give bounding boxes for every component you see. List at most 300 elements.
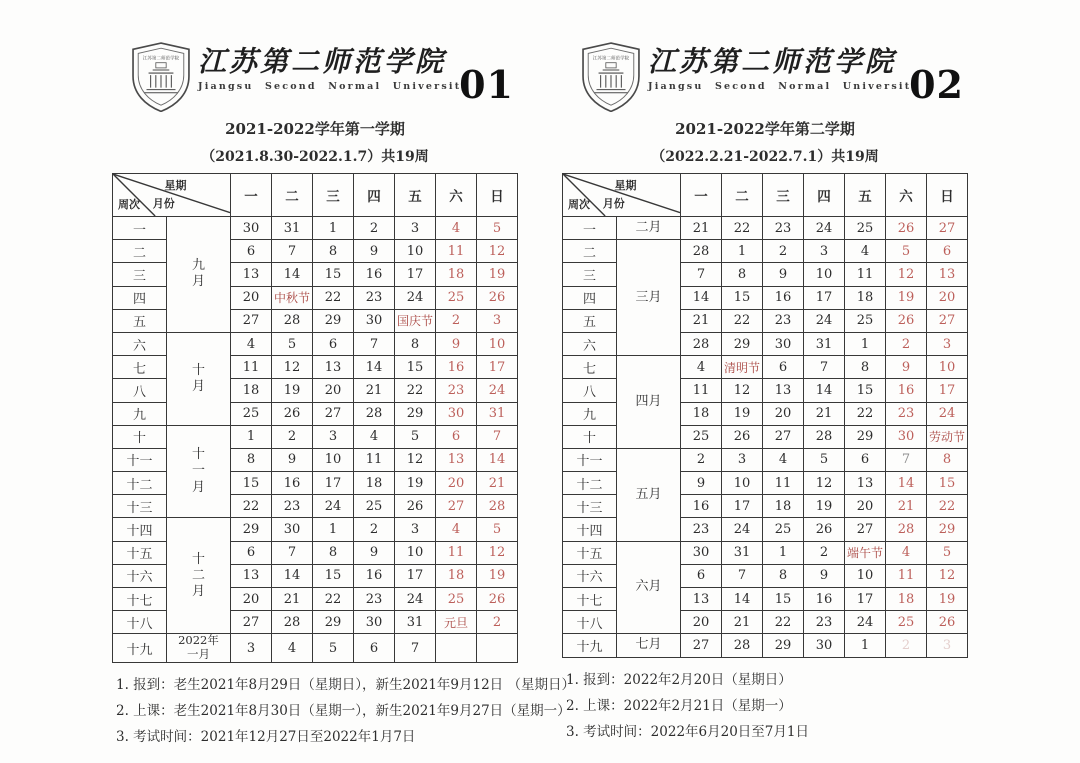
- day-cell: [477, 634, 518, 663]
- day-cell: 1: [763, 541, 804, 564]
- week-number-cell: 七: [113, 356, 167, 379]
- semester-title: 2021-2022学年第二学期: [675, 120, 855, 138]
- day-cell: [436, 634, 477, 663]
- month-cell: 七月: [617, 634, 681, 657]
- day-cell: 29: [395, 402, 436, 425]
- day-cell: 16: [681, 495, 722, 518]
- day-cell: 18: [436, 263, 477, 286]
- footnotes: [562, 667, 968, 745]
- day-cell: 29: [313, 611, 354, 634]
- day-cell: 22: [313, 286, 354, 309]
- day-cell: 26: [804, 518, 845, 541]
- week-row: [563, 217, 968, 240]
- day-cell: 8: [722, 263, 763, 286]
- day-cell: 3: [231, 634, 272, 663]
- corner-header-cell: [113, 174, 231, 217]
- day-cell: 3: [477, 309, 518, 332]
- day-cell: 6: [354, 634, 395, 663]
- day-cell: 8: [763, 564, 804, 587]
- weekday-axis-label: 星期: [614, 179, 637, 192]
- day-cell: 29: [722, 332, 763, 355]
- university-name-block: [648, 44, 920, 93]
- week-row: [563, 356, 968, 379]
- day-cell: 21: [477, 472, 518, 495]
- day-cell: 1: [313, 217, 354, 240]
- week-number-cell: 六: [563, 332, 617, 355]
- day-header: 六: [886, 174, 927, 217]
- day-cell: 11: [763, 472, 804, 495]
- day-cell: 14: [886, 472, 927, 495]
- calendar-page-2: [562, 40, 968, 750]
- week-number-cell: 十三: [113, 495, 167, 518]
- day-cell: 17: [395, 564, 436, 587]
- university-logo-icon: [582, 42, 640, 112]
- day-cell: 31: [272, 217, 313, 240]
- day-cell: 21: [681, 217, 722, 240]
- day-cell: 22: [927, 495, 968, 518]
- day-cell: 27: [231, 611, 272, 634]
- week-number-cell: 十六: [563, 564, 617, 587]
- day-cell: 3: [395, 518, 436, 541]
- day-cell: 5: [313, 634, 354, 663]
- corner-header-cell: [563, 174, 681, 217]
- day-cell: 21: [681, 309, 722, 332]
- day-cell: 20: [436, 472, 477, 495]
- day-cell: 13: [231, 564, 272, 587]
- day-cell: 6: [927, 240, 968, 263]
- day-cell: 17: [722, 495, 763, 518]
- month-cell: 九 月: [167, 217, 231, 333]
- day-cell: 12: [722, 379, 763, 402]
- day-cell: 7: [272, 541, 313, 564]
- day-cell: 24: [804, 309, 845, 332]
- day-header: 三: [313, 174, 354, 217]
- day-cell: 14: [681, 286, 722, 309]
- week-number-cell: 十八: [563, 611, 617, 634]
- week-row: [563, 634, 968, 657]
- day-cell: 25: [845, 217, 886, 240]
- day-cell: 24: [395, 286, 436, 309]
- day-cell: 10: [395, 240, 436, 263]
- second-semester-calendar-table: [562, 173, 968, 658]
- day-cell: 30: [436, 402, 477, 425]
- university-name-en: Jiangsu Second Normal University: [198, 81, 470, 93]
- week-number-cell: 九: [113, 402, 167, 425]
- day-cell: 20: [763, 402, 804, 425]
- day-cell: 23: [354, 588, 395, 611]
- day-cell: 28: [354, 402, 395, 425]
- week-number-cell: 十七: [113, 588, 167, 611]
- day-cell: 5: [477, 518, 518, 541]
- day-cell: 26: [722, 425, 763, 448]
- day-cell: 4: [354, 425, 395, 448]
- day-cell: 14: [272, 263, 313, 286]
- day-header: 一: [681, 174, 722, 217]
- month-cell: 十 月: [167, 332, 231, 425]
- day-cell: 23: [886, 402, 927, 425]
- day-cell: 25: [763, 518, 804, 541]
- day-cell: 21: [886, 495, 927, 518]
- day-cell: 26: [886, 309, 927, 332]
- day-cell: 元旦: [436, 611, 477, 634]
- week-number-cell: 十三: [563, 495, 617, 518]
- week-number-cell: 九: [563, 402, 617, 425]
- month-cell: 五月: [617, 448, 681, 541]
- day-cell: 27: [313, 402, 354, 425]
- day-cell: 16: [886, 379, 927, 402]
- day-cell: 11: [886, 564, 927, 587]
- day-cell: 31: [395, 611, 436, 634]
- day-cell: 18: [681, 402, 722, 425]
- day-cell: 27: [927, 309, 968, 332]
- day-cell: 16: [763, 286, 804, 309]
- first-semester-calendar-table: [112, 173, 518, 663]
- day-cell: 27: [845, 518, 886, 541]
- day-cell: 17: [804, 286, 845, 309]
- day-cell: 7: [395, 634, 436, 663]
- day-cell: 4: [681, 356, 722, 379]
- day-cell: 21: [272, 588, 313, 611]
- week-number-cell: 十六: [113, 564, 167, 587]
- day-cell: 10: [313, 448, 354, 471]
- day-cell: 20: [313, 379, 354, 402]
- day-cell: 28: [886, 518, 927, 541]
- week-number-cell: 八: [113, 379, 167, 402]
- day-cell: 5: [477, 217, 518, 240]
- day-cell: 9: [763, 263, 804, 286]
- day-cell: 6: [763, 356, 804, 379]
- day-cell: 14: [354, 356, 395, 379]
- day-cell: 25: [845, 309, 886, 332]
- note-registration: 1. 报到：2022年2月20日（星期日）: [566, 671, 792, 688]
- week-number-cell: 一: [563, 217, 617, 240]
- page-header: [112, 40, 518, 112]
- note-classes-start: 2. 上课：2022年2月21日（星期一）: [566, 697, 792, 714]
- day-cell: 22: [845, 402, 886, 425]
- day-cell: 25: [436, 286, 477, 309]
- day-cell: 3: [927, 634, 968, 657]
- day-cell: 2: [804, 541, 845, 564]
- day-cell: 15: [313, 564, 354, 587]
- day-cell: 20: [231, 286, 272, 309]
- day-cell: 19: [477, 263, 518, 286]
- month-cell: 十 二 月: [167, 518, 231, 634]
- week-row: [113, 518, 518, 541]
- svg-text:江苏第二师范学院: 江苏第二师范学院: [142, 56, 180, 62]
- day-cell: 10: [395, 541, 436, 564]
- day-cell: 11: [436, 240, 477, 263]
- week-number-cell: 二: [113, 240, 167, 263]
- day-cell: 11: [681, 379, 722, 402]
- day-cell: 3: [395, 217, 436, 240]
- day-cell: 9: [886, 356, 927, 379]
- day-cell: 12: [804, 472, 845, 495]
- day-header: 六: [436, 174, 477, 217]
- day-cell: 24: [395, 588, 436, 611]
- week-number-cell: 十四: [563, 518, 617, 541]
- weekday-axis-label: 星期: [164, 179, 187, 192]
- day-cell: 8: [927, 448, 968, 471]
- day-cell: 24: [804, 217, 845, 240]
- day-cell: 25: [886, 611, 927, 634]
- weekno-axis-label: 周次: [568, 198, 590, 211]
- day-cell: 5: [927, 541, 968, 564]
- day-header: 五: [845, 174, 886, 217]
- week-row: [113, 332, 518, 355]
- day-header: 四: [804, 174, 845, 217]
- day-cell: 8: [395, 332, 436, 355]
- day-cell: 25: [354, 495, 395, 518]
- day-cell: 1: [313, 518, 354, 541]
- day-cell: 18: [354, 472, 395, 495]
- day-cell: 29: [927, 518, 968, 541]
- day-cell: 12: [927, 564, 968, 587]
- day-cell: 23: [763, 309, 804, 332]
- week-number-cell: 十四: [113, 518, 167, 541]
- day-cell: 15: [231, 472, 272, 495]
- day-cell: 14: [804, 379, 845, 402]
- week-number-cell: 十五: [563, 541, 617, 564]
- day-cell: 19: [395, 472, 436, 495]
- day-cell: 24: [477, 379, 518, 402]
- day-cell: 28: [272, 309, 313, 332]
- day-cell: 3: [927, 332, 968, 355]
- day-cell: 12: [477, 240, 518, 263]
- semester-date-range: （2021.8.30-2022.1.7）共19周: [201, 149, 429, 165]
- semester-title: 2021-2022学年第一学期: [225, 120, 405, 138]
- day-header: 日: [927, 174, 968, 217]
- day-cell: 24: [313, 495, 354, 518]
- day-cell: 8: [313, 240, 354, 263]
- week-row: [113, 425, 518, 448]
- day-cell: 4: [231, 332, 272, 355]
- day-cell: 27: [436, 495, 477, 518]
- week-number-cell: 八: [563, 379, 617, 402]
- day-cell: 12: [395, 448, 436, 471]
- day-cell: 16: [272, 472, 313, 495]
- day-cell: 19: [804, 495, 845, 518]
- day-cell: 29: [763, 634, 804, 657]
- month-cell: 2022年 一月: [167, 634, 231, 663]
- university-name-en: Jiangsu Second Normal University: [648, 81, 920, 93]
- day-cell: 27: [763, 425, 804, 448]
- day-cell: 21: [354, 379, 395, 402]
- day-cell: 30: [354, 611, 395, 634]
- day-cell: 2: [886, 634, 927, 657]
- day-cell: 23: [272, 495, 313, 518]
- day-cell: 21: [804, 402, 845, 425]
- week-number-cell: 五: [563, 309, 617, 332]
- university-logo-icon: [132, 42, 190, 112]
- day-cell: 22: [722, 217, 763, 240]
- day-cell: 27: [927, 217, 968, 240]
- page-number: 02: [909, 62, 964, 107]
- table-header-row: [563, 174, 968, 217]
- week-number-cell: 十九: [113, 634, 167, 663]
- day-header: 二: [722, 174, 763, 217]
- day-cell: 28: [477, 495, 518, 518]
- day-cell: 27: [231, 309, 272, 332]
- month-cell: 二月: [617, 217, 681, 240]
- day-cell: 30: [231, 217, 272, 240]
- day-cell: 3: [722, 448, 763, 471]
- day-cell: 7: [354, 332, 395, 355]
- day-cell: 9: [272, 448, 313, 471]
- day-cell: 国庆节: [395, 309, 436, 332]
- day-cell: 20: [231, 588, 272, 611]
- day-cell: 27: [681, 634, 722, 657]
- day-cell: 4: [886, 541, 927, 564]
- day-cell: 5: [804, 448, 845, 471]
- day-cell: 28: [722, 634, 763, 657]
- day-cell: 25: [231, 402, 272, 425]
- day-cell: 31: [722, 541, 763, 564]
- day-cell: 8: [845, 356, 886, 379]
- day-cell: 6: [681, 564, 722, 587]
- day-cell: 26: [886, 217, 927, 240]
- week-number-cell: 五: [113, 309, 167, 332]
- day-cell: 7: [722, 564, 763, 587]
- day-cell: 25: [681, 425, 722, 448]
- day-cell: 11: [231, 356, 272, 379]
- day-cell: 20: [845, 495, 886, 518]
- day-cell: 13: [436, 448, 477, 471]
- week-number-cell: 三: [563, 263, 617, 286]
- semester-date-range: （2022.2.21-2022.7.1）共19周: [651, 149, 879, 165]
- day-cell: 22: [763, 611, 804, 634]
- day-cell: 26: [395, 495, 436, 518]
- day-cell: 11: [436, 541, 477, 564]
- page-number: 01: [459, 62, 514, 107]
- week-row: [563, 541, 968, 564]
- day-cell: 清明节: [722, 356, 763, 379]
- month-axis-label: 月份: [152, 197, 175, 210]
- day-cell: 18: [845, 286, 886, 309]
- week-number-cell: 十二: [563, 472, 617, 495]
- month-cell: 十 一 月: [167, 425, 231, 518]
- day-cell: 15: [927, 472, 968, 495]
- day-cell: 16: [436, 356, 477, 379]
- day-cell: 28: [681, 240, 722, 263]
- day-cell: 4: [763, 448, 804, 471]
- day-cell: 5: [886, 240, 927, 263]
- university-name-block: [198, 44, 470, 93]
- day-cell: 20: [681, 611, 722, 634]
- day-cell: 16: [804, 588, 845, 611]
- week-row: [563, 448, 968, 471]
- day-cell: 23: [436, 379, 477, 402]
- day-cell: 6: [845, 448, 886, 471]
- day-cell: 4: [436, 217, 477, 240]
- day-cell: 5: [272, 332, 313, 355]
- month-cell: 三月: [617, 240, 681, 356]
- day-cell: 2: [886, 332, 927, 355]
- day-cell: 1: [722, 240, 763, 263]
- day-cell: 28: [804, 425, 845, 448]
- weekno-axis-label: 周次: [118, 198, 140, 211]
- note-exam-period: 3. 考试时间：2022年6月20日至7月1日: [566, 723, 809, 740]
- day-cell: 19: [722, 402, 763, 425]
- day-cell: 12: [886, 263, 927, 286]
- university-name-cn: 江苏第二师范学院: [648, 45, 897, 78]
- day-cell: 7: [886, 448, 927, 471]
- week-number-cell: 四: [563, 286, 617, 309]
- day-cell: 29: [845, 425, 886, 448]
- day-cell: 2: [354, 518, 395, 541]
- week-number-cell: 十五: [113, 541, 167, 564]
- note-classes-start: 2. 上课：老生2021年8月30日（星期一），新生2021年9月27日（星期一）: [116, 702, 571, 719]
- day-cell: 端午节: [845, 541, 886, 564]
- day-cell: 13: [313, 356, 354, 379]
- week-number-cell: 十: [563, 425, 617, 448]
- day-cell: 28: [272, 611, 313, 634]
- day-cell: 9: [436, 332, 477, 355]
- day-cell: 18: [886, 588, 927, 611]
- day-cell: 8: [313, 541, 354, 564]
- day-cell: 6: [231, 240, 272, 263]
- day-cell: 28: [681, 332, 722, 355]
- day-header: 四: [354, 174, 395, 217]
- note-exam-period: 3. 考试时间：2021年12月27日至2022年1月7日: [116, 728, 416, 745]
- day-cell: 9: [804, 564, 845, 587]
- day-cell: 30: [354, 309, 395, 332]
- week-number-cell: 十: [113, 425, 167, 448]
- week-row: [113, 634, 518, 663]
- day-cell: 31: [477, 402, 518, 425]
- day-cell: 21: [722, 611, 763, 634]
- day-cell: 19: [477, 564, 518, 587]
- day-cell: 4: [845, 240, 886, 263]
- day-cell: 9: [354, 541, 395, 564]
- day-cell: 16: [354, 564, 395, 587]
- day-cell: 7: [681, 263, 722, 286]
- week-number-cell: 一: [113, 217, 167, 240]
- day-cell: 11: [845, 263, 886, 286]
- day-cell: 7: [804, 356, 845, 379]
- month-cell: 六月: [617, 541, 681, 634]
- day-cell: 19: [272, 379, 313, 402]
- day-cell: 23: [804, 611, 845, 634]
- day-cell: 22: [722, 309, 763, 332]
- day-cell: 26: [272, 402, 313, 425]
- day-cell: 13: [681, 588, 722, 611]
- day-cell: 15: [395, 356, 436, 379]
- day-cell: 4: [436, 518, 477, 541]
- week-row: [113, 217, 518, 240]
- day-cell: 24: [722, 518, 763, 541]
- day-cell: 29: [231, 518, 272, 541]
- day-cell: 3: [313, 425, 354, 448]
- day-cell: 9: [681, 472, 722, 495]
- day-cell: 13: [927, 263, 968, 286]
- day-cell: 31: [804, 332, 845, 355]
- day-cell: 12: [272, 356, 313, 379]
- day-cell: 26: [477, 286, 518, 309]
- week-number-cell: 二: [563, 240, 617, 263]
- day-header: 五: [395, 174, 436, 217]
- week-number-cell: 十一: [113, 448, 167, 471]
- week-number-cell: 十九: [563, 634, 617, 657]
- day-cell: 30: [272, 518, 313, 541]
- day-cell: 8: [231, 448, 272, 471]
- day-cell: 16: [354, 263, 395, 286]
- day-cell: 30: [804, 634, 845, 657]
- day-cell: 7: [272, 240, 313, 263]
- day-cell: 13: [763, 379, 804, 402]
- day-cell: 26: [477, 588, 518, 611]
- day-cell: 22: [231, 495, 272, 518]
- footnotes: [112, 672, 575, 750]
